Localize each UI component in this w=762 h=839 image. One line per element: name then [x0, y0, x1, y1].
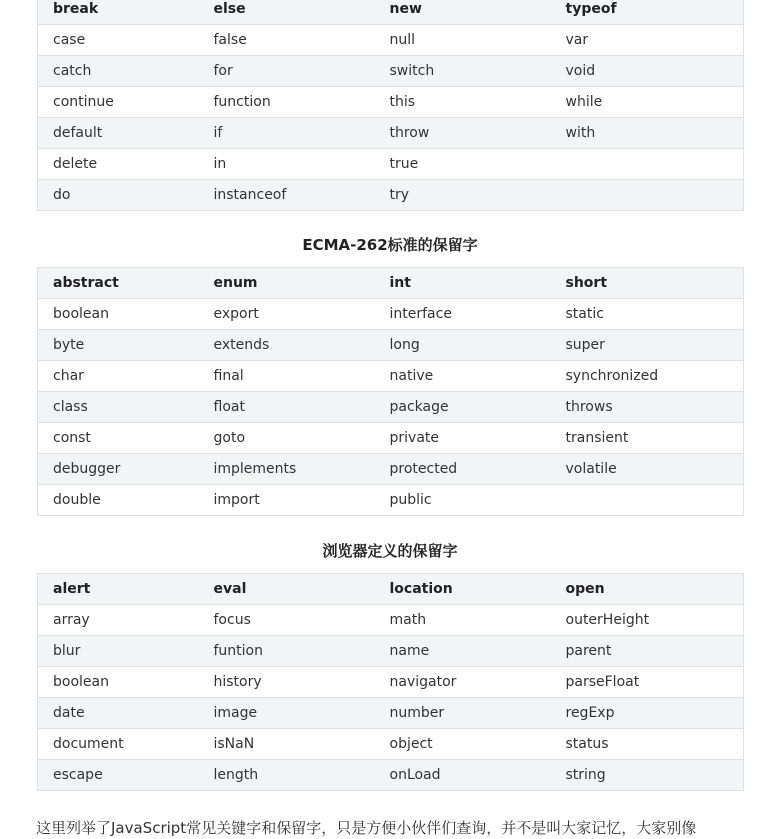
table-row [38, 667, 744, 698]
table-cell: int [375, 268, 551, 299]
table-cell: outerHeight [551, 605, 744, 636]
table-row [38, 330, 744, 361]
table-cell: export [199, 299, 375, 330]
table-cell: status [551, 729, 744, 760]
table-cell: volatile [551, 454, 744, 485]
table-row [38, 118, 744, 149]
table-cell: short [551, 268, 744, 299]
table-cell: parseFloat [551, 667, 744, 698]
table-cell [551, 149, 744, 180]
table-header-row [38, 268, 744, 299]
table-cell: onLoad [375, 760, 551, 791]
table-cell: throws [551, 392, 744, 423]
browser-reserved-caption: 浏览器定义的保留字 [322, 542, 458, 560]
table-cell: void [551, 56, 744, 87]
table-cell: regExp [551, 698, 744, 729]
table-cell: image [199, 698, 375, 729]
table-cell: date [38, 698, 199, 729]
table-cell: boolean [38, 667, 199, 698]
table-cell: object [375, 729, 551, 760]
table-cell: super [551, 330, 744, 361]
table-cell: while [551, 87, 744, 118]
table-cell: implements [199, 454, 375, 485]
table-cell: with [551, 118, 744, 149]
table-cell: var [551, 25, 744, 56]
table-cell: escape [38, 760, 199, 791]
table-cell: class [38, 392, 199, 423]
table-cell: interface [375, 299, 551, 330]
keywords-table [37, 0, 744, 211]
table-cell: new [375, 0, 551, 25]
table-cell: catch [38, 56, 199, 87]
table-header-row [38, 574, 744, 605]
table-cell: double [38, 485, 199, 516]
table-cell: string [551, 760, 744, 791]
table-row [38, 361, 744, 392]
table-cell: public [375, 485, 551, 516]
table-cell: package [375, 392, 551, 423]
table-cell: isNaN [199, 729, 375, 760]
table-row [38, 25, 744, 56]
table-row [38, 87, 744, 118]
table-row [38, 760, 744, 791]
table-cell: eval [199, 574, 375, 605]
table-row [38, 56, 744, 87]
table-cell: throw [375, 118, 551, 149]
table-cell: number [375, 698, 551, 729]
browser-reserved-table [37, 573, 744, 791]
table-row [38, 636, 744, 667]
table-cell: focus [199, 605, 375, 636]
table-row [38, 454, 744, 485]
table-cell: if [199, 118, 375, 149]
table-row [38, 299, 744, 330]
table-cell: else [199, 0, 375, 25]
table-row [38, 392, 744, 423]
table-cell: open [551, 574, 744, 605]
table-cell: funtion [199, 636, 375, 667]
table-cell [551, 485, 744, 516]
table-cell: synchronized [551, 361, 744, 392]
ecma-reserved-table-body [38, 268, 744, 516]
table-cell: case [38, 25, 199, 56]
table-cell: boolean [38, 299, 199, 330]
table-cell: delete [38, 149, 199, 180]
table-cell: math [375, 605, 551, 636]
browser-reserved-table-body [38, 574, 744, 791]
table-cell: blur [38, 636, 199, 667]
table-cell: typeof [551, 0, 744, 25]
table-cell: const [38, 423, 199, 454]
table-cell [551, 180, 744, 211]
table-cell: abstract [38, 268, 199, 299]
table-cell: history [199, 667, 375, 698]
table-cell: switch [375, 56, 551, 87]
table-cell: navigator [375, 667, 551, 698]
table-row [38, 180, 744, 211]
table-cell: protected [375, 454, 551, 485]
table-cell: byte [38, 330, 199, 361]
table-cell: array [38, 605, 199, 636]
table-cell: try [375, 180, 551, 211]
table-row [38, 698, 744, 729]
ecma-reserved-caption: ECMA-262标准的保留字 [302, 236, 478, 254]
table-cell: float [199, 392, 375, 423]
table-row [38, 605, 744, 636]
table-cell: long [375, 330, 551, 361]
table-cell: extends [199, 330, 375, 361]
table-cell: import [199, 485, 375, 516]
table-header-row [38, 0, 744, 25]
table-cell: continue [38, 87, 199, 118]
table-cell: this [375, 87, 551, 118]
table-cell: null [375, 25, 551, 56]
table-cell: static [551, 299, 744, 330]
table-row [38, 485, 744, 516]
table-cell: document [38, 729, 199, 760]
table-cell: enum [199, 268, 375, 299]
table-cell: default [38, 118, 199, 149]
table-cell: true [375, 149, 551, 180]
keywords-table-body [38, 0, 744, 211]
table-cell: parent [551, 636, 744, 667]
ecma-reserved-table [37, 267, 744, 516]
table-cell: transient [551, 423, 744, 454]
table-cell: final [199, 361, 375, 392]
table-cell: length [199, 760, 375, 791]
table-row [38, 729, 744, 760]
table-cell: native [375, 361, 551, 392]
table-cell: private [375, 423, 551, 454]
table-cell: location [375, 574, 551, 605]
table-cell: in [199, 149, 375, 180]
table-cell: break [38, 0, 199, 25]
table-cell: name [375, 636, 551, 667]
table-cell: false [199, 25, 375, 56]
table-cell: debugger [38, 454, 199, 485]
table-cell: char [38, 361, 199, 392]
footer-paragraph: 这里列举了JavaScript常见关键字和保留字，只是方便小伙伴们查询，并不是叫大家记忆，大家别像 [36, 819, 697, 837]
table-cell: goto [199, 423, 375, 454]
table-cell: alert [38, 574, 199, 605]
table-cell: for [199, 56, 375, 87]
table-cell: instanceof [199, 180, 375, 211]
table-cell: function [199, 87, 375, 118]
table-cell: do [38, 180, 199, 211]
table-row [38, 423, 744, 454]
table-row [38, 149, 744, 180]
